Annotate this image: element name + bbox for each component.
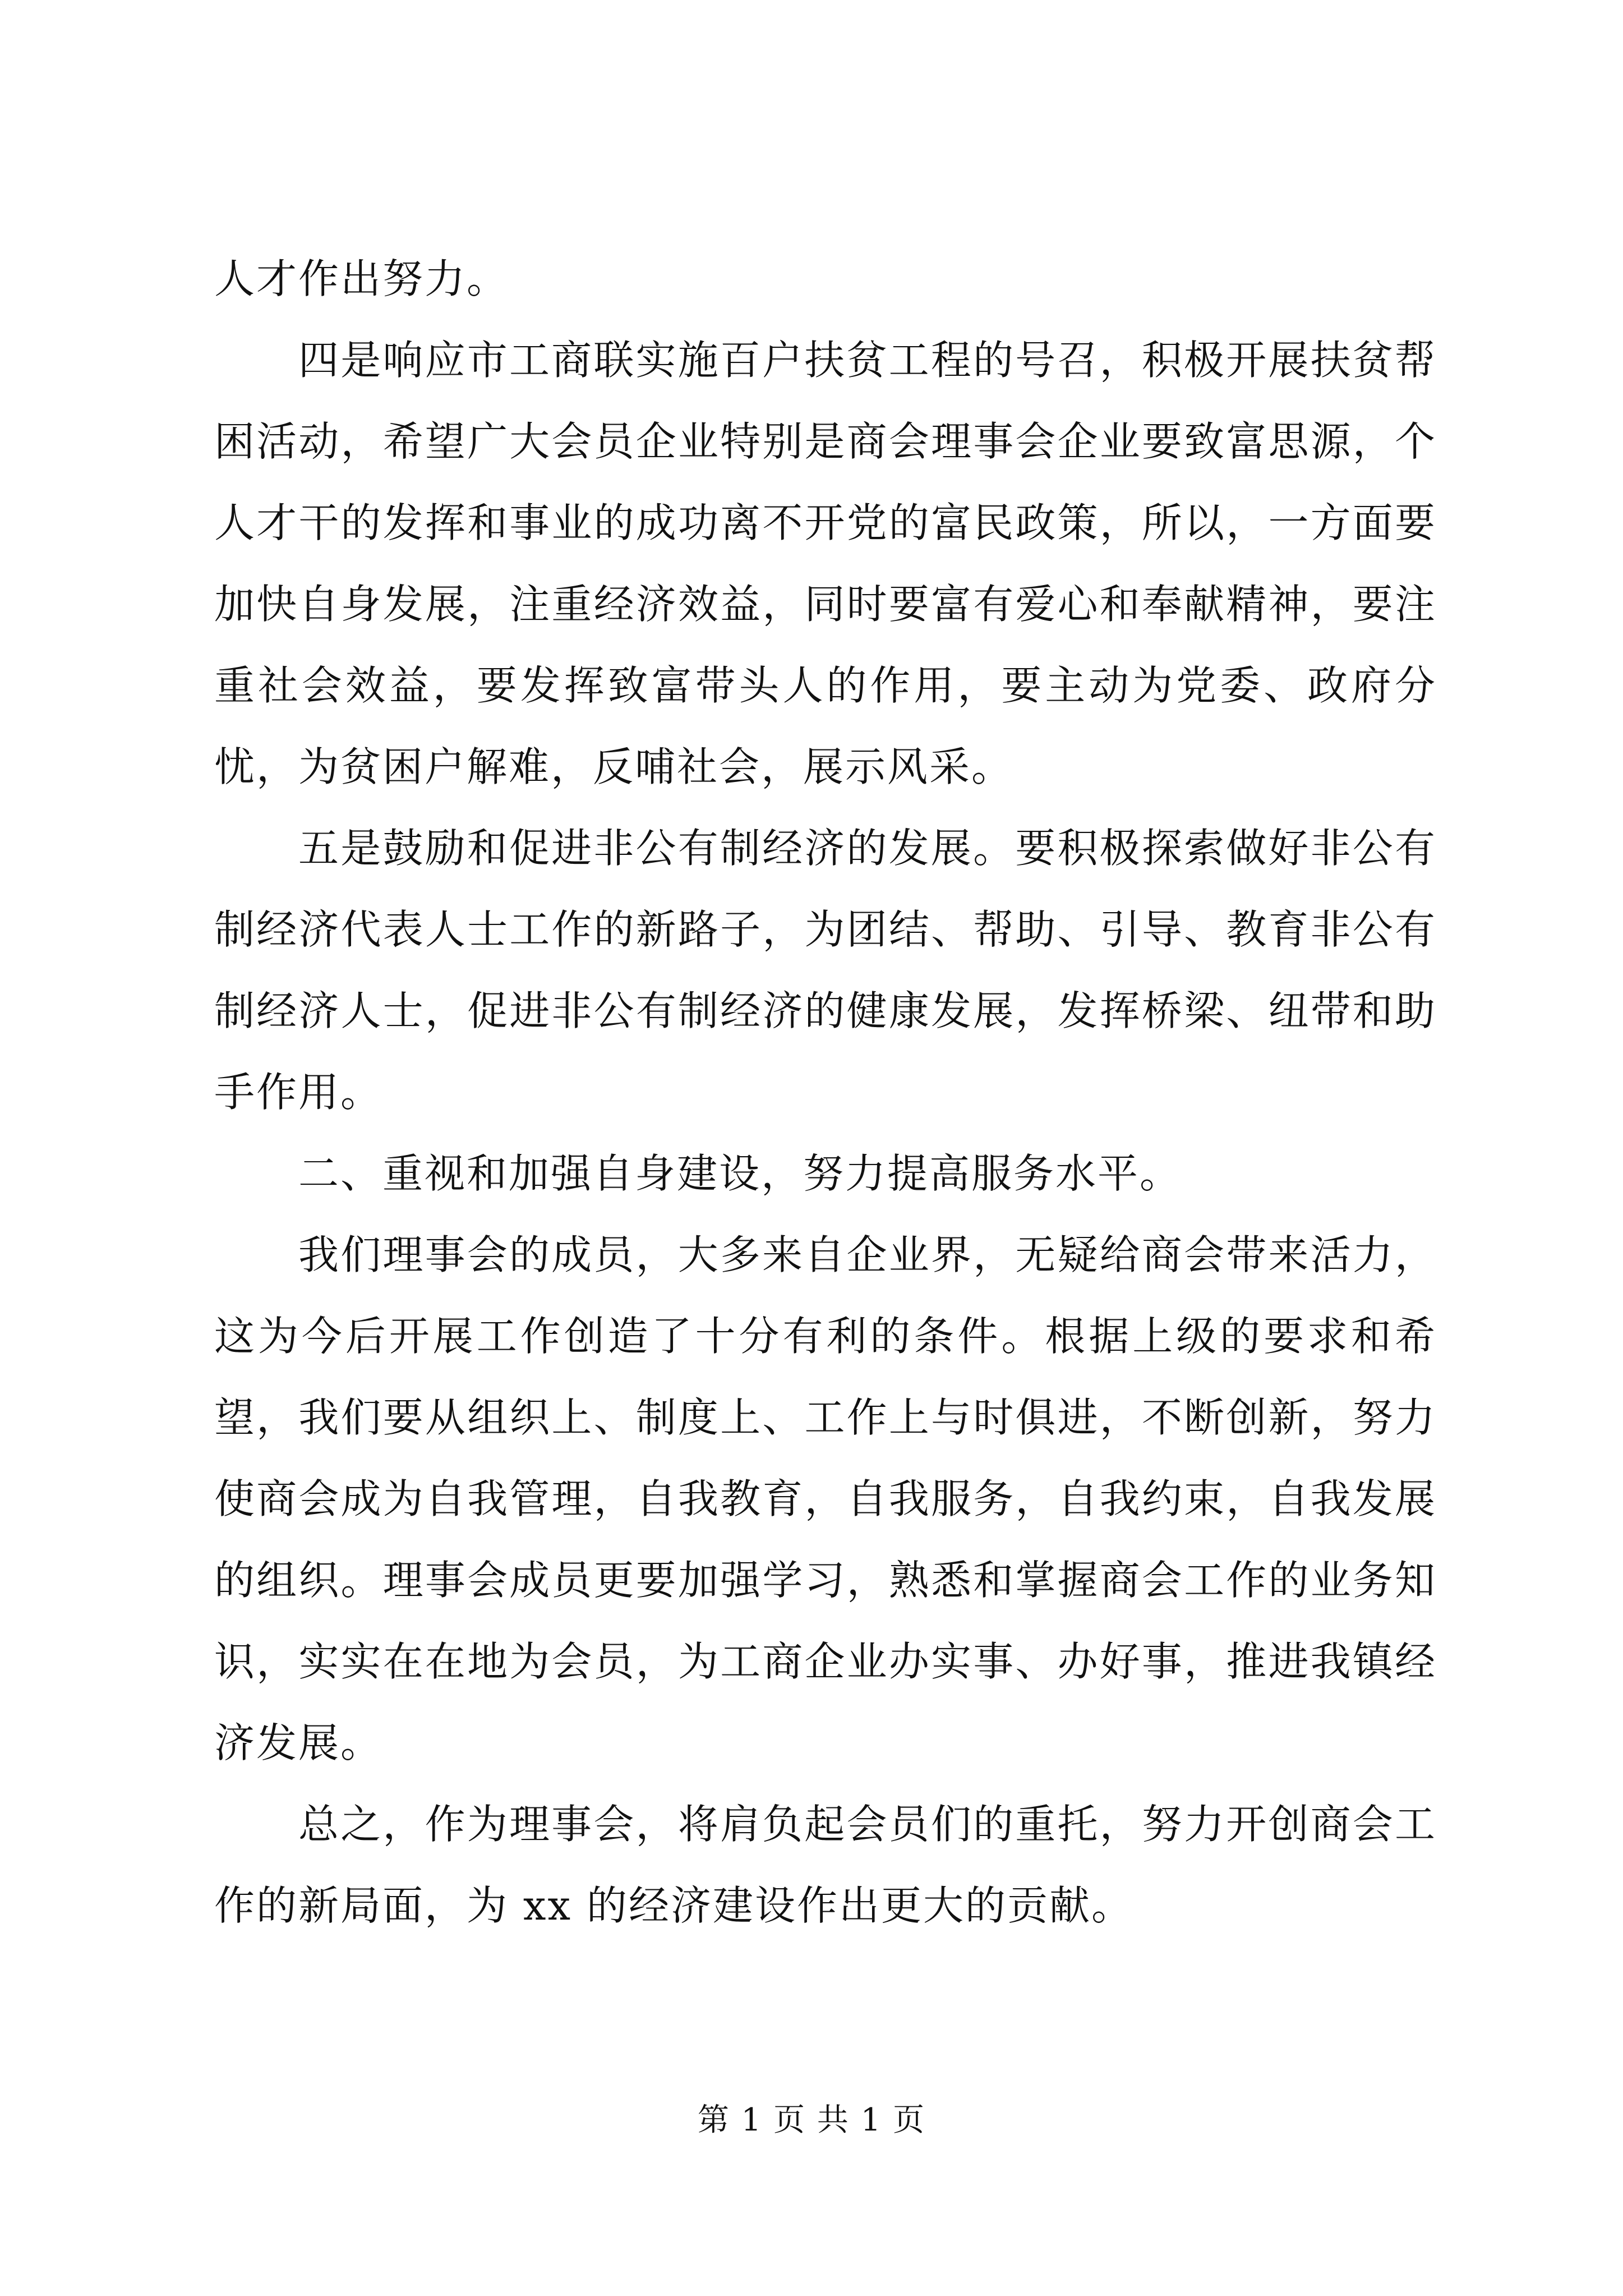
paragraph-continuation: 人才作出努力。 bbox=[214, 255, 509, 302]
paragraph-poverty-relief: 四是响应市工商联实施百户扶贫工程的号召，积极开展扶贫帮困活动，希望广大会员企业特别是商会理事会企业要致富思源，个人才干的发挥和事业的成功离不开党的富民政策，所以，一方面要加快自身发展，注重经济效益，同时要富有爱心和奉献精神，要注重社会效益，要发挥致富带头人的作用，要主动为党委、政府分忧，为贫困户解难，反哺社会，展示风采。 bbox=[214, 337, 1437, 790]
paragraph-non-public-economy: 五是鼓励和促进非公有制经济的发展。要积极探索做好非公有制经济代表人士工作的新路子，为团结、帮助、引导、教育非公有制经济人士，促进非公有制经济的健康发展，发挥桥梁、纽带和助手作用。 bbox=[214, 825, 1437, 1116]
paragraph-conclusion: 总之，作为理事会，将肩负起会员们的重托，努力开创商会工作的新局面，为 xx 的经济建设作出更大的贡献。 bbox=[214, 1801, 1437, 1929]
paragraph-council-members: 我们理事会的成员，大多来自企业界，无疑给商会带来活力，这为今后开展工作创造了十分有利的条件。根据上级的要求和希望，我们要从组织上、制度上、工作上与时俱进，不断创新，努力使商会成为自我管理，自我教育，自我服务，自我约束，自我发展的组织。理事会成员更要加强学习，熟悉和掌握商会工作的业务知识，实实在在地为会员，为工商企业办实事、办好事，推进我镇经济发展。 bbox=[214, 1231, 1437, 1766]
section-heading-self-building: 二、重视和加强自身建设，努力提高服务水平。 bbox=[298, 1150, 1182, 1197]
document-body bbox=[214, 238, 1437, 1947]
page-footer: 第 1 页 共 1 页 bbox=[697, 2102, 926, 2138]
